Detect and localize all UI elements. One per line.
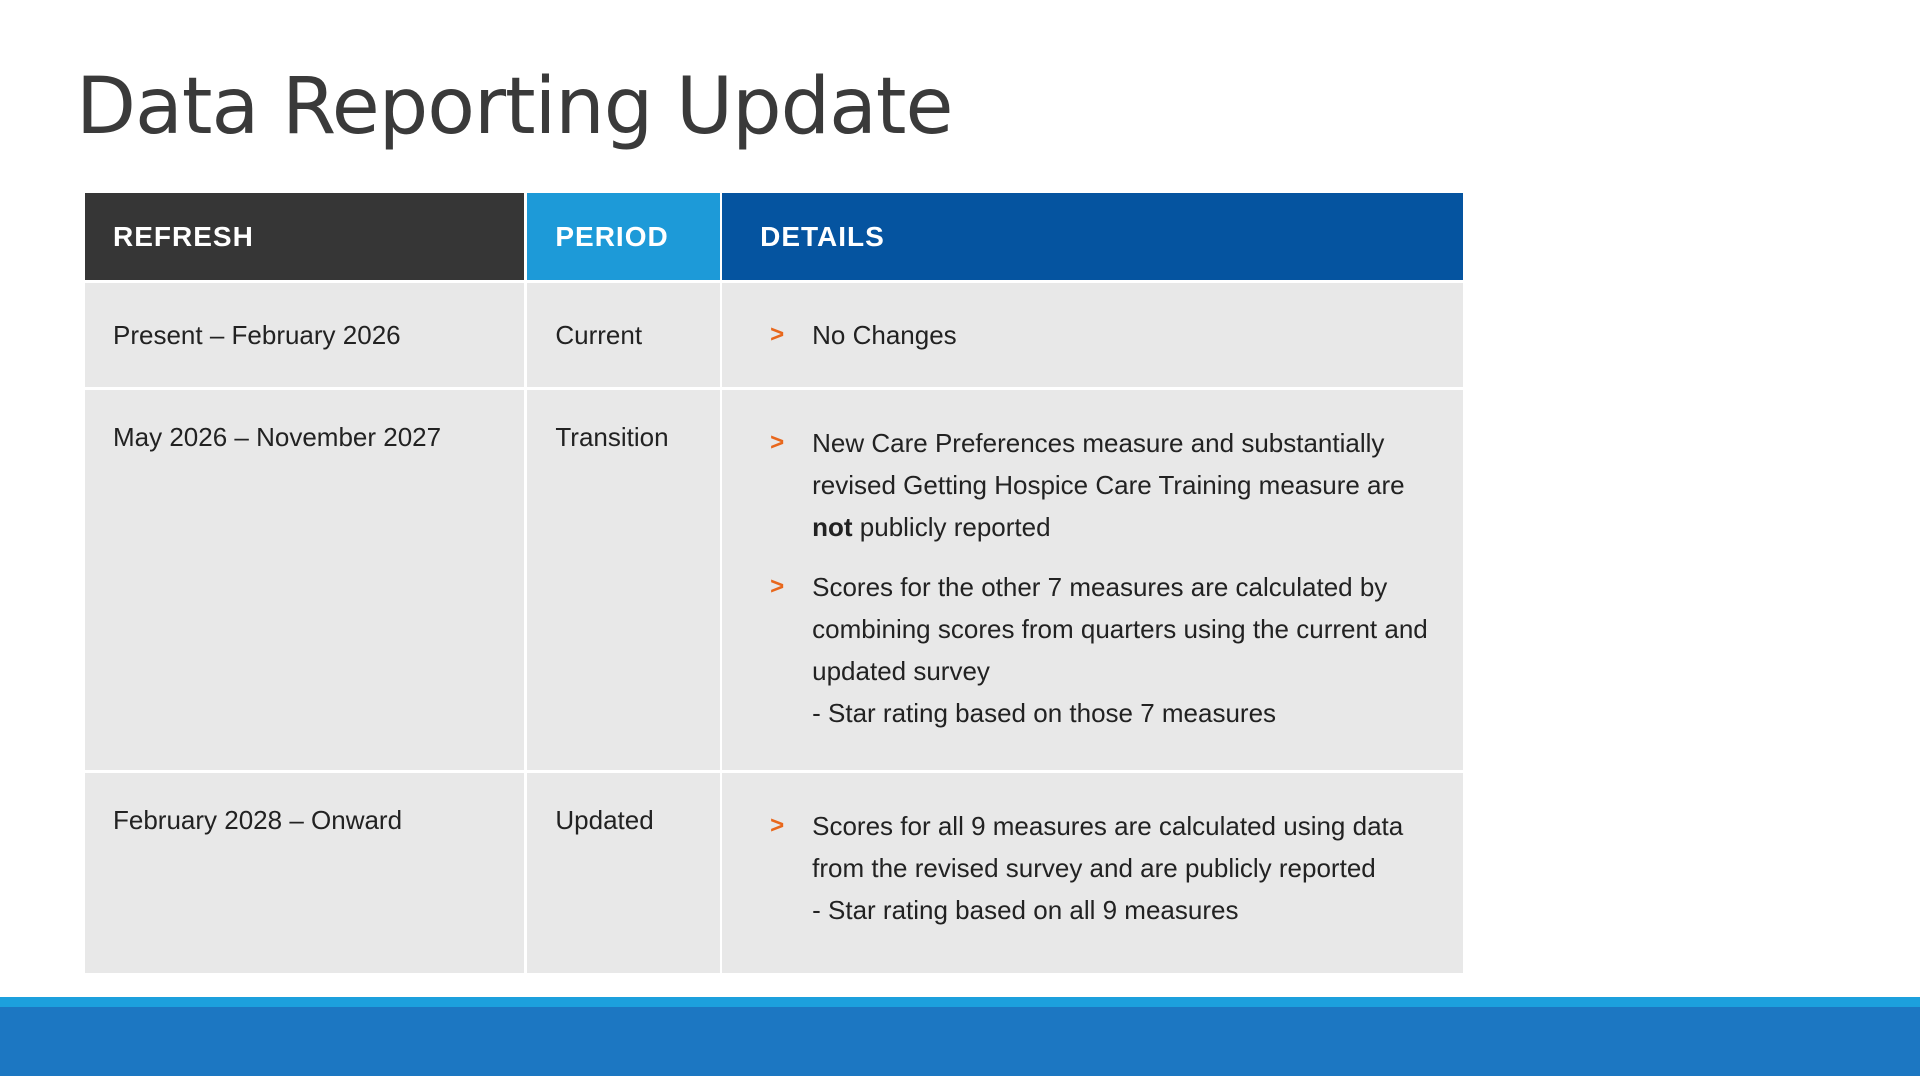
header-period: PERIOD [527, 193, 720, 280]
bullet-arrow-icon: > [770, 812, 785, 839]
bullet-arrow-icon: > [770, 429, 785, 456]
bullet-main-text: Scores for all 9 measures are calculated using data from the revised survey and are publicly reported [812, 811, 1404, 883]
bullet-text-bold: not [812, 512, 853, 542]
bullet-text [812, 566, 1432, 734]
bullet-subtext: - Star rating based on all 9 measures [812, 895, 1239, 925]
details-cell [722, 390, 1463, 770]
period-cell: Updated [527, 773, 720, 973]
detail-bullet [722, 422, 1463, 548]
bullet-arrow-icon: > [770, 321, 785, 348]
details-cell [722, 283, 1463, 387]
bullet-subtext: - Star rating based on those 7 measures [812, 698, 1277, 728]
bullet-text [812, 422, 1432, 548]
header-details: DETAILS [722, 193, 1463, 280]
refresh-cell: Present – February 2026 [85, 283, 524, 387]
slide-title: Data Reporting Update [76, 62, 953, 152]
table-row [85, 773, 1463, 973]
period-cell: Current [527, 283, 720, 387]
footer-band [0, 997, 1920, 1076]
table-row [85, 283, 1463, 387]
bullet-text: No Changes [812, 320, 957, 350]
detail-bullet [722, 320, 1463, 350]
bullet-text [812, 805, 1432, 931]
details-cell [722, 773, 1463, 973]
header-refresh: REFRESH [85, 193, 524, 280]
refresh-cell: May 2026 – November 2027 [85, 390, 524, 770]
detail-bullet [722, 805, 1463, 931]
reporting-table [85, 193, 1463, 973]
table-header-row [85, 193, 1463, 280]
detail-bullet [722, 566, 1463, 734]
period-cell: Transition [527, 390, 720, 770]
refresh-cell: February 2028 – Onward [85, 773, 524, 973]
table-row [85, 390, 1463, 770]
bullet-text-pre: New Care Preferences measure and substantially revised Getting Hospice Care Training measure are [812, 428, 1405, 500]
bullet-arrow-icon: > [770, 573, 785, 600]
bullet-text-post: publicly reported [852, 512, 1051, 542]
bullet-main-text: Scores for the other 7 measures are calculated by combining scores from quarters using the current and updated survey [812, 572, 1428, 686]
